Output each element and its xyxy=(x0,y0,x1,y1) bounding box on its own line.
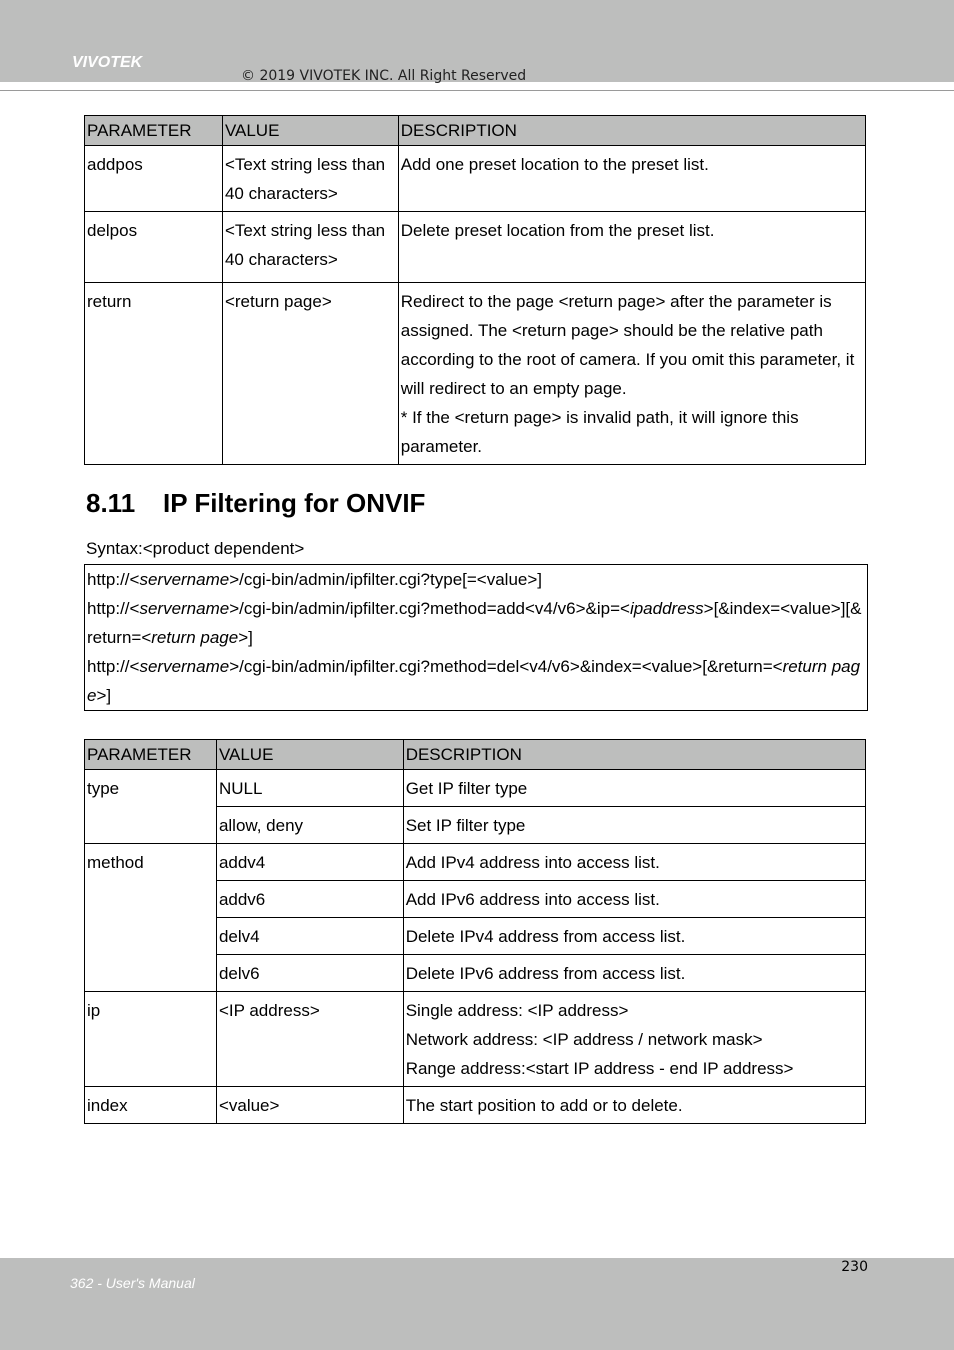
section-title: IP Filtering for ONVIF xyxy=(163,488,426,518)
table-row xyxy=(85,1087,866,1124)
value-cell: addv6 xyxy=(216,881,403,918)
syntax-text: >[&index=<value>][&return=< xyxy=(87,599,862,647)
description-text: Redirect to the page <return page> after the parameter is assigned. The <return page> should be the relative path according to the root of camera. If you omit this parameter, it will redirect to an empty page. xyxy=(400,292,855,398)
param-cell: delpos xyxy=(85,212,223,283)
preset-parameter-table xyxy=(84,115,866,465)
syntax-label: Syntax:<product dependent> xyxy=(86,539,305,558)
syntax-placeholder: return page xyxy=(151,628,239,647)
column-header: PARAMETER xyxy=(85,740,217,770)
table-header-row xyxy=(85,116,866,146)
description-text: Range address:<start IP address - end IP address> xyxy=(405,1059,794,1078)
value-cell: <Text string less than 40 characters> xyxy=(222,212,398,283)
value-cell: <value> xyxy=(216,1087,403,1124)
syntax-line xyxy=(87,652,865,710)
syntax-placeholder: ipaddress xyxy=(629,599,704,618)
table-row xyxy=(85,283,866,465)
column-header: DESCRIPTION xyxy=(403,740,865,770)
value-cell: <Text string less than 40 characters> xyxy=(222,146,398,212)
param-cell: method xyxy=(85,844,217,992)
table-header-row xyxy=(85,740,866,770)
table-row xyxy=(85,844,866,881)
syntax-text: >] xyxy=(96,686,112,705)
value-cell: NULL xyxy=(216,770,403,807)
syntax-placeholder: servername xyxy=(139,657,230,676)
table-row xyxy=(85,146,866,212)
syntax-text: >/cgi-bin/admin/ipfilter.cgi?method=del<v4/v6>&index=<value>[&return=< xyxy=(229,657,783,676)
description-cell: Delete IPv4 address from access list. xyxy=(403,918,865,955)
description-cell xyxy=(398,283,865,465)
description-cell: Add IPv6 address into access list. xyxy=(403,881,865,918)
syntax-box xyxy=(84,564,868,711)
description-cell: The start position to add or to delete. xyxy=(403,1087,865,1124)
syntax-text: >/cgi-bin/admin/ipfilter.cgi?method=add<v4/v6>&ip=< xyxy=(229,599,630,618)
syntax-placeholder: return page xyxy=(87,657,861,705)
description-cell: Set IP filter type xyxy=(403,807,865,844)
description-text: Network address: <IP address / network mask> xyxy=(405,1030,763,1049)
page-footer xyxy=(0,1258,954,1350)
param-cell: return xyxy=(85,283,223,465)
syntax-text: http://< xyxy=(87,570,140,589)
ipfilter-parameter-table xyxy=(84,739,866,1124)
page-number: 230 xyxy=(841,1259,868,1275)
column-header: VALUE xyxy=(216,740,403,770)
column-header: DESCRIPTION xyxy=(398,116,865,146)
description-cell: Delete preset location from the preset list. xyxy=(398,212,865,283)
table-row xyxy=(85,770,866,807)
param-cell: index xyxy=(85,1087,217,1124)
header-divider xyxy=(0,90,954,91)
description-cell xyxy=(403,992,865,1087)
param-cell: type xyxy=(85,770,217,844)
value-cell: addv4 xyxy=(216,844,403,881)
description-note: * If the <return page> is invalid path, it will ignore this parameter. xyxy=(400,408,799,456)
syntax-text: http://< xyxy=(87,599,140,618)
value-cell: delv6 xyxy=(216,955,403,992)
param-cell: ip xyxy=(85,992,217,1087)
description-cell: Get IP filter type xyxy=(403,770,865,807)
description-cell: Add IPv4 address into access list. xyxy=(403,844,865,881)
syntax-text: >] xyxy=(238,628,253,647)
manual-label: 362 - User's Manual xyxy=(70,1275,195,1291)
syntax-line xyxy=(87,565,865,594)
table-row xyxy=(85,212,866,283)
description-cell: Add one preset location to the preset list. xyxy=(398,146,865,212)
value-cell: delv4 xyxy=(216,918,403,955)
table-row xyxy=(85,992,866,1087)
description-cell: Delete IPv6 address from access list. xyxy=(403,955,865,992)
syntax-text: http://< xyxy=(87,657,140,676)
column-header: PARAMETER xyxy=(85,116,223,146)
value-cell: allow, deny xyxy=(216,807,403,844)
syntax-placeholder: servername xyxy=(139,599,230,618)
section-number: 8.11 xyxy=(86,488,136,518)
syntax-text: >/cgi-bin/admin/ipfilter.cgi?type[=<value>] xyxy=(229,570,543,589)
description-text: Single address: <IP address> xyxy=(405,1001,629,1020)
syntax-placeholder: servername xyxy=(139,570,230,589)
value-cell: <IP address> xyxy=(216,992,403,1087)
copyright-text: © 2019 VIVOTEK INC. All Right Reserved xyxy=(241,68,527,84)
brand-logo: VIVOTEK xyxy=(72,54,143,71)
syntax-line xyxy=(87,594,865,652)
value-cell: <return page> xyxy=(222,283,398,465)
column-header: VALUE xyxy=(222,116,398,146)
param-cell: addpos xyxy=(85,146,223,212)
section-heading xyxy=(86,488,425,519)
